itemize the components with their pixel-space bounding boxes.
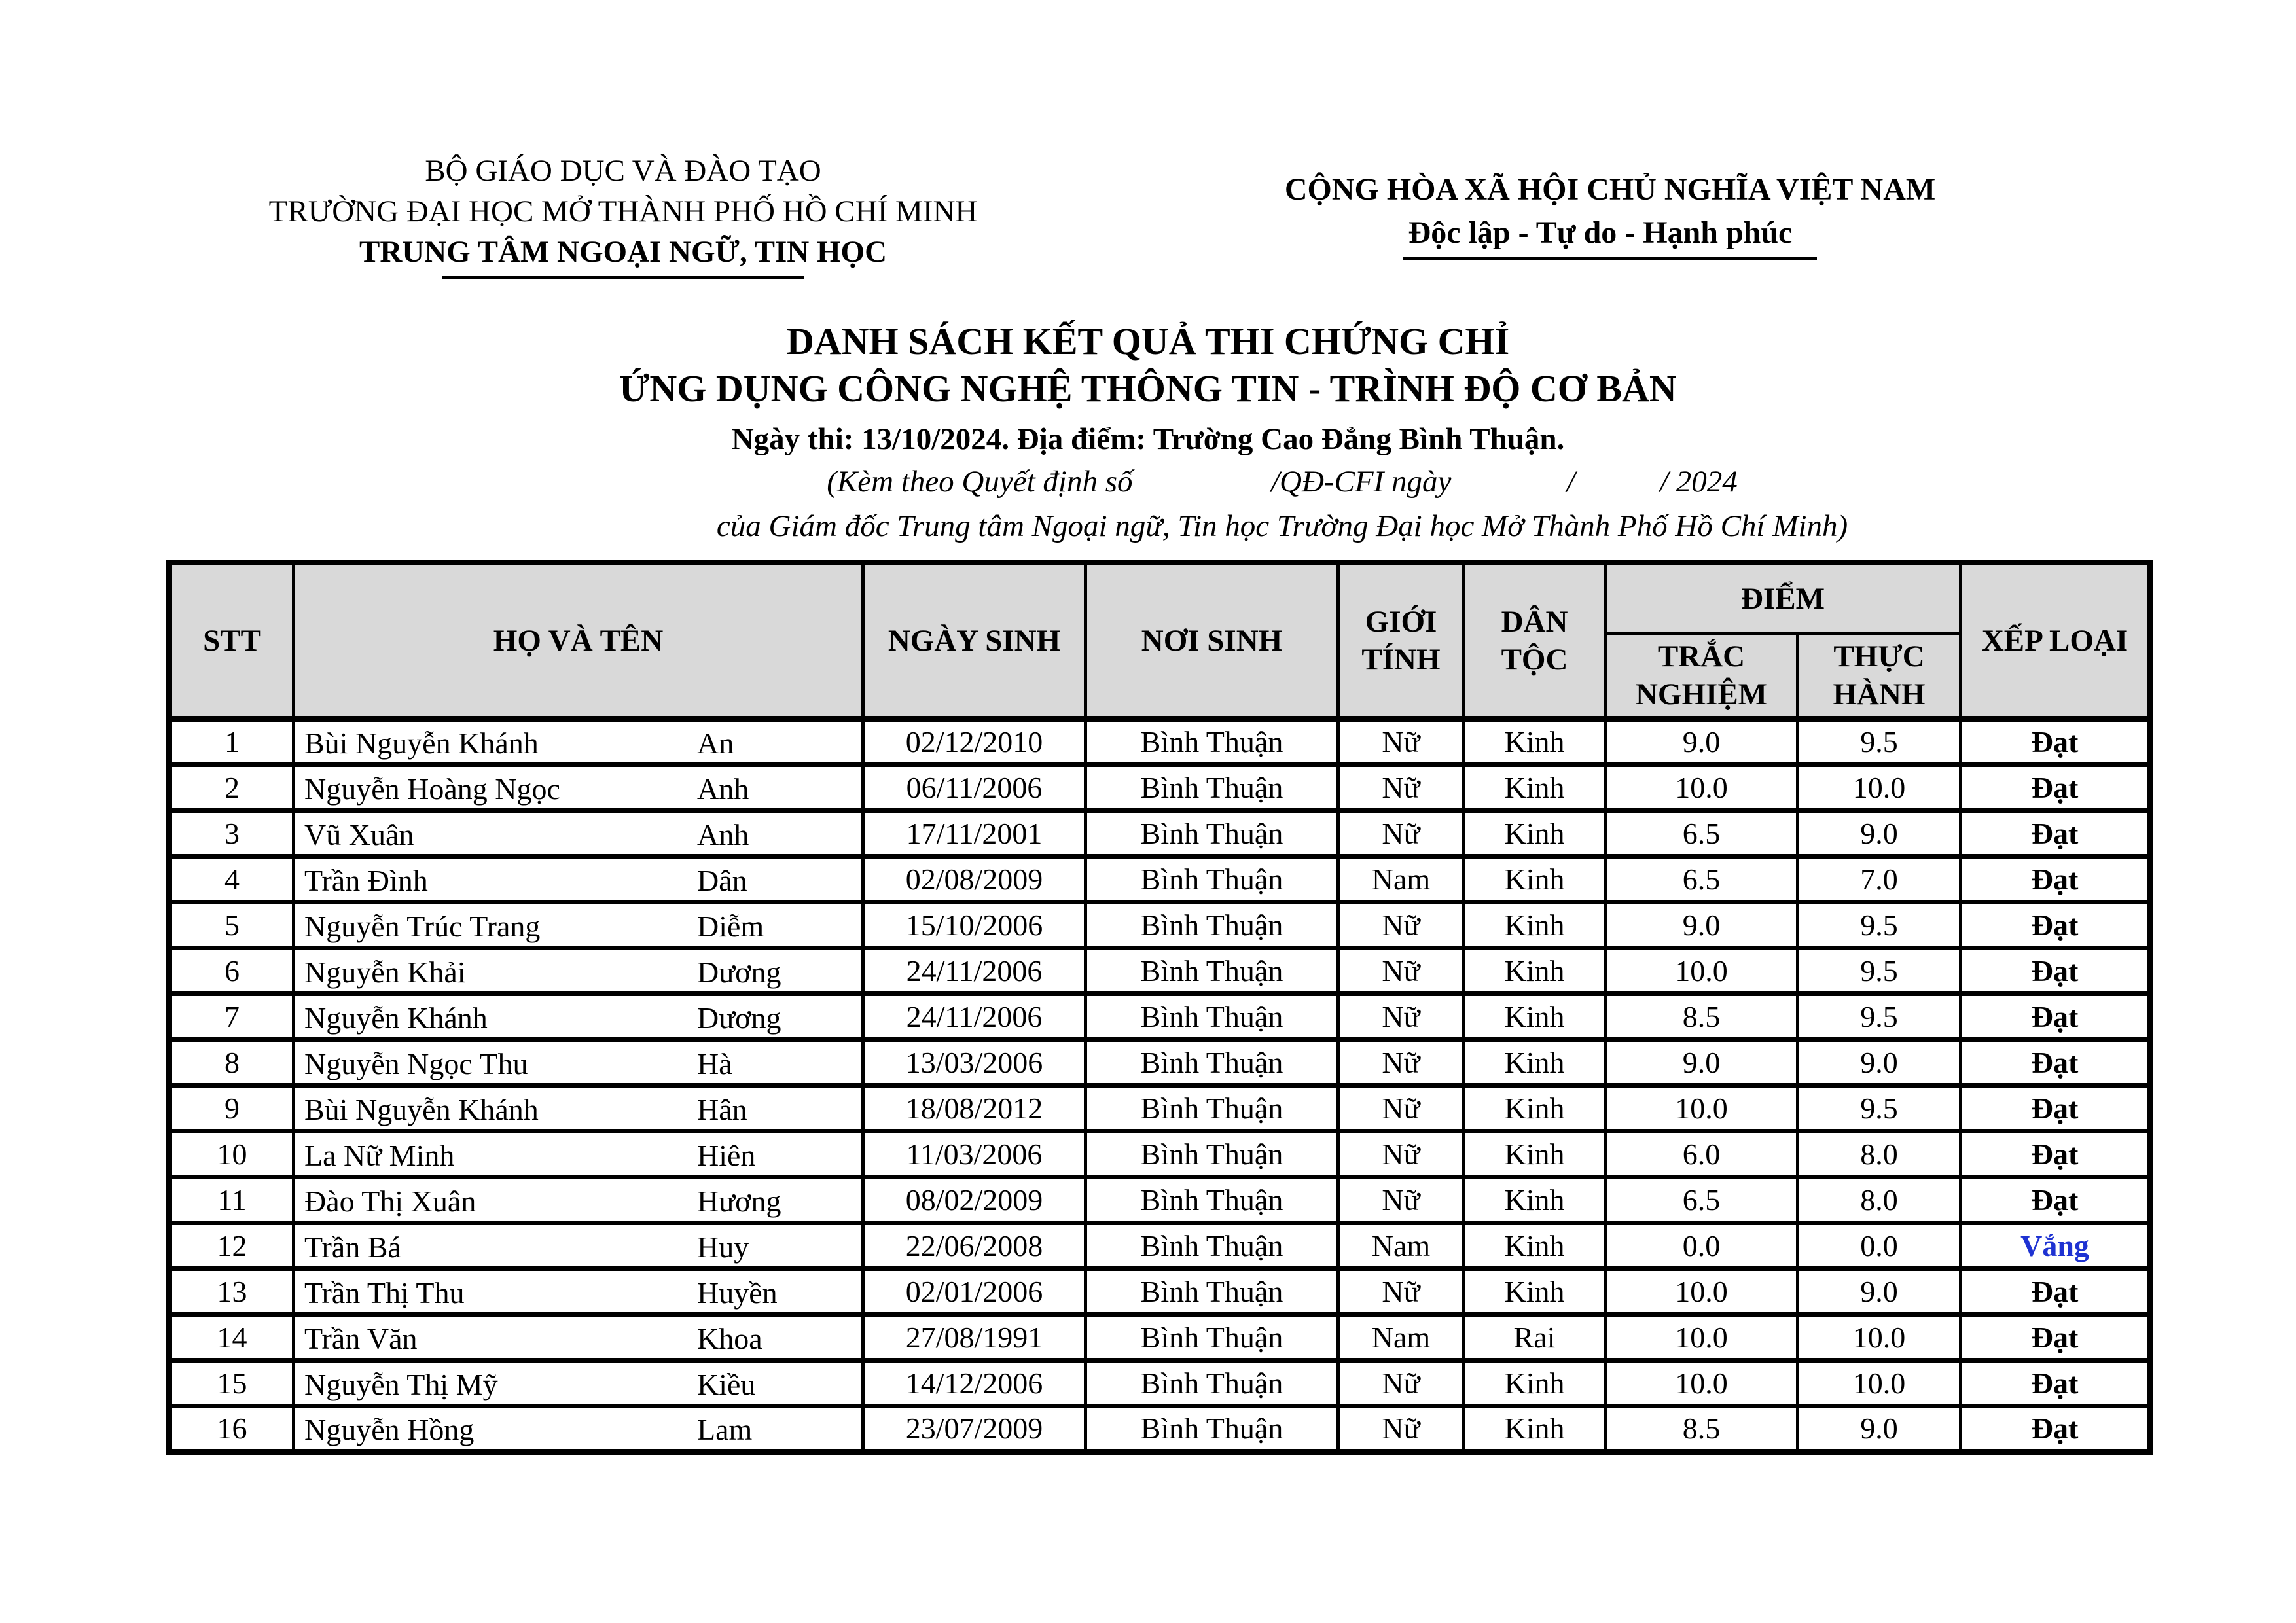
cell-birth-place: Bình Thuận [1086,1040,1338,1086]
cell-result: Đạt [1961,1040,2151,1086]
header-birth-place: NƠI SINH [1086,563,1338,719]
cell-score-practical: 9.0 [1798,1406,1961,1452]
cell-name [294,1132,863,1177]
table-row [170,719,2151,765]
cell-score-practical: 9.5 [1798,1086,1961,1132]
cell-name [294,1223,863,1269]
cell-ethnicity: Kinh [1464,719,1605,765]
cell-ethnicity: Kinh [1464,994,1605,1040]
cell-score-practical: 10.0 [1798,765,1961,811]
given-name: Hiên [697,1138,756,1172]
cell-score-mcq: 8.5 [1605,1406,1798,1452]
results-table [166,560,2153,1455]
cell-result: Đạt [1961,811,2151,857]
given-name: Anh [697,772,749,806]
table-row [170,902,2151,948]
cell-ethnicity: Kinh [1464,1177,1605,1223]
cell-result: Đạt [1961,902,2151,948]
university-line: TRƯỜNG ĐẠI HỌC MỞ THÀNH PHỐ HỒ CHÍ MINH [268,194,978,228]
cell-stt: 13 [170,1269,294,1315]
last-middle-name: Nguyễn Hồng [304,1413,475,1447]
last-middle-name: Vũ Xuân [304,817,414,851]
cell-name [294,765,863,811]
cell-name [294,1361,863,1406]
cell-birth-place: Bình Thuận [1086,811,1338,857]
cell-score-mcq: 9.0 [1605,719,1798,765]
cell-gender: Nữ [1338,1269,1464,1315]
cell-gender: Nam [1338,857,1464,902]
cell-ethnicity: Kinh [1464,811,1605,857]
cell-birth-date: 11/03/2006 [863,1132,1086,1177]
given-name: Huyền [697,1275,778,1310]
cell-stt: 3 [170,811,294,857]
cell-score-mcq: 6.5 [1605,811,1798,857]
table-row [170,811,2151,857]
cell-score-mcq: 6.0 [1605,1132,1798,1177]
cell-birth-date: 18/08/2012 [863,1086,1086,1132]
last-middle-name: Trần Đình [304,863,428,897]
cell-stt: 7 [170,994,294,1040]
cell-result: Đạt [1961,948,2151,994]
cell-stt: 4 [170,857,294,902]
last-middle-name: Nguyễn Trúc Trang [304,909,541,943]
cell-name [294,857,863,902]
given-name: Dương [697,1001,781,1035]
cell-birth-place: Bình Thuận [1086,1177,1338,1223]
cell-stt: 14 [170,1315,294,1361]
cell-birth-date: 22/06/2008 [863,1223,1086,1269]
decision-note-line1: (Kèm theo Quyết định số /QĐ-CFI ngày / / 2024 [827,465,1738,499]
table-row [170,948,2151,994]
cell-gender: Nữ [1338,1132,1464,1177]
cell-score-mcq: 9.0 [1605,1040,1798,1086]
cell-birth-date: 14/12/2006 [863,1361,1086,1406]
cell-birth-place: Bình Thuận [1086,1223,1338,1269]
results-table-body [170,719,2151,1452]
cell-birth-date: 24/11/2006 [863,948,1086,994]
table-row [170,1406,2151,1452]
cell-stt: 1 [170,719,294,765]
last-middle-name: Nguyễn Khánh [304,1001,488,1035]
table-row [170,1361,2151,1406]
cell-name [294,811,863,857]
cell-result: Đạt [1961,994,2151,1040]
title-block [0,318,2296,547]
cell-score-mcq: 9.0 [1605,902,1798,948]
cell-ethnicity: Kinh [1464,902,1605,948]
cell-result: Đạt [1961,1086,2151,1132]
cell-score-practical: 10.0 [1798,1315,1961,1361]
cell-score-practical: 9.5 [1798,719,1961,765]
cell-score-practical: 10.0 [1798,1361,1961,1406]
cell-name [294,902,863,948]
cell-birth-date: 13/03/2006 [863,1040,1086,1086]
cell-result: Đạt [1961,765,2151,811]
cell-stt: 10 [170,1132,294,1177]
given-name: Anh [697,817,749,851]
cell-birth-place: Bình Thuận [1086,1315,1338,1361]
header-score-practical: THỰC HÀNH [1798,633,1961,719]
cell-stt: 15 [170,1361,294,1406]
cell-ethnicity: Kinh [1464,1406,1605,1452]
cell-score-practical: 9.5 [1798,948,1961,994]
cell-score-mcq: 10.0 [1605,1315,1798,1361]
cell-name [294,1086,863,1132]
cell-birth-date: 27/08/1991 [863,1315,1086,1361]
cell-result: Đạt [1961,857,2151,902]
cell-score-mcq: 0.0 [1605,1223,1798,1269]
given-name: Dân [697,863,747,897]
last-middle-name: Trần Văn [304,1321,418,1355]
cell-name [294,948,863,994]
given-name: Hân [697,1092,747,1126]
last-middle-name: Bùi Nguyễn Khánh [304,1092,539,1126]
table-row [170,1132,2151,1177]
cell-stt: 12 [170,1223,294,1269]
cell-gender: Nữ [1338,902,1464,948]
last-middle-name: Bùi Nguyễn Khánh [304,726,539,760]
cell-result: Đạt [1961,719,2151,765]
cell-result: Đạt [1961,1132,2151,1177]
cell-score-mcq: 10.0 [1605,1086,1798,1132]
cell-score-practical: 0.0 [1798,1223,1961,1269]
cell-birth-place: Bình Thuận [1086,1132,1338,1177]
republic-line: CỘNG HÒA XÃ HỘI CHỦ NGHĨA VIỆT NAM [1284,172,1936,207]
header-ethnicity: DÂN TỘC [1464,563,1605,719]
table-row [170,1040,2151,1086]
cell-gender: Nam [1338,1223,1464,1269]
cell-name [294,719,863,765]
cell-score-practical: 9.0 [1798,1040,1961,1086]
last-middle-name: Nguyễn Hoàng Ngọc [304,772,560,806]
cell-birth-place: Bình Thuận [1086,948,1338,994]
cell-ethnicity: Kinh [1464,857,1605,902]
given-name: Hà [697,1046,732,1080]
cell-gender: Nữ [1338,1086,1464,1132]
cell-score-mcq: 6.5 [1605,857,1798,902]
given-name: Dương [697,955,781,989]
cell-score-practical: 9.0 [1798,1269,1961,1315]
cell-birth-place: Bình Thuận [1086,1406,1338,1452]
table-row [170,765,2151,811]
cell-gender: Nữ [1338,1361,1464,1406]
header-result: XẾP LOẠI [1961,563,2151,719]
cell-score-practical: 7.0 [1798,857,1961,902]
cell-ethnicity: Kinh [1464,1132,1605,1177]
cell-stt: 11 [170,1177,294,1223]
given-name: Hương [697,1184,781,1218]
last-middle-name: Trần Thị Thu [304,1275,465,1310]
ministry-line: BỘ GIÁO DỤC VÀ ĐÀO TẠO [425,154,821,188]
table-row [170,1269,2151,1315]
header-score-mcq: TRẮC NGHIỆM [1605,633,1798,719]
cell-score-mcq: 10.0 [1605,765,1798,811]
cell-name [294,994,863,1040]
cell-ethnicity: Kinh [1464,1040,1605,1086]
cell-gender: Nữ [1338,719,1464,765]
cell-score-practical: 8.0 [1798,1132,1961,1177]
cell-stt: 5 [170,902,294,948]
cell-gender: Nữ [1338,1406,1464,1452]
cell-birth-date: 15/10/2006 [863,902,1086,948]
table-row [170,1177,2151,1223]
cell-birth-place: Bình Thuận [1086,765,1338,811]
cell-gender: Nữ [1338,994,1464,1040]
header-gender: GIỚI TÍNH [1338,563,1464,719]
cell-stt: 2 [170,765,294,811]
cell-stt: 6 [170,948,294,994]
cell-result: Đạt [1961,1269,2151,1315]
decision-note-line2: của Giám đốc Trung tâm Ngoại ngữ, Tin học Trường Đại học Mở Thành Phố Hồ Chí Minh) [716,509,1848,543]
cell-stt: 9 [170,1086,294,1132]
cell-stt: 8 [170,1040,294,1086]
cell-birth-date: 24/11/2006 [863,994,1086,1040]
given-name: Kiều [697,1367,756,1401]
table-row [170,1086,2151,1132]
header-stt: STT [170,563,294,719]
cell-ethnicity: Rai [1464,1315,1605,1361]
cell-score-practical: 8.0 [1798,1177,1961,1223]
cell-gender: Nữ [1338,811,1464,857]
given-name: Khoa [697,1321,762,1355]
cell-birth-date: 23/07/2009 [863,1406,1086,1452]
cell-score-mcq: 10.0 [1605,1269,1798,1315]
cell-name [294,1269,863,1315]
given-name: Lam [697,1413,753,1447]
center-name-line: TRUNG TÂM NGOẠI NGỮ, TIN HỌC [359,235,888,269]
cell-gender: Nữ [1338,765,1464,811]
cell-score-practical: 9.5 [1798,994,1961,1040]
cell-birth-place: Bình Thuận [1086,994,1338,1040]
motto-line: Độc lập - Tự do - Hạnh phúc [1403,212,1818,260]
header-birth-date: NGÀY SINH [863,563,1086,719]
cell-name [294,1177,863,1223]
cell-ethnicity: Kinh [1464,948,1605,994]
cell-ethnicity: Kinh [1464,1223,1605,1269]
cell-result: Vắng [1961,1223,2151,1269]
cell-score-practical: 9.0 [1798,811,1961,857]
cell-birth-date: 17/11/2001 [863,811,1086,857]
exam-date-location-line: Ngày thi: 13/10/2024. Địa điểm: Trường Cao Đẳng Bình Thuận. [731,422,1565,456]
cell-birth-date: 02/08/2009 [863,857,1086,902]
cell-score-practical: 9.5 [1798,902,1961,948]
given-name: Diễm [697,909,764,943]
cell-ethnicity: Kinh [1464,1361,1605,1406]
cell-name [294,1406,863,1452]
document-title-line2: ỨNG DỤNG CÔNG NGHỆ THÔNG TIN - TRÌNH ĐỘ CƠ BẢN [619,367,1677,410]
given-name: An [697,726,734,760]
letterhead-left [230,151,1016,279]
cell-result: Đạt [1961,1361,2151,1406]
cell-result: Đạt [1961,1177,2151,1223]
cell-birth-place: Bình Thuận [1086,1361,1338,1406]
cell-birth-date: 08/02/2009 [863,1177,1086,1223]
last-middle-name: Đào Thị Xuân [304,1184,476,1218]
table-row [170,857,2151,902]
cell-birth-place: Bình Thuận [1086,902,1338,948]
cell-ethnicity: Kinh [1464,1086,1605,1132]
cell-result: Đạt [1961,1315,2151,1361]
last-middle-name: Nguyễn Thị Mỹ [304,1367,498,1401]
cell-score-mcq: 10.0 [1605,948,1798,994]
cell-birth-date: 02/01/2006 [863,1269,1086,1315]
cell-score-mcq: 10.0 [1605,1361,1798,1406]
last-middle-name: Nguyễn Khải [304,955,466,989]
cell-ethnicity: Kinh [1464,1269,1605,1315]
cell-gender: Nam [1338,1315,1464,1361]
header-full-name: HỌ VÀ TÊN [294,563,863,719]
last-middle-name: Trần Bá [304,1230,401,1264]
cell-birth-date: 02/12/2010 [863,719,1086,765]
cell-result: Đạt [1961,1406,2151,1452]
cell-gender: Nữ [1338,1177,1464,1223]
cell-gender: Nữ [1338,1040,1464,1086]
table-row [170,994,2151,1040]
cell-birth-place: Bình Thuận [1086,1086,1338,1132]
cell-stt: 16 [170,1406,294,1452]
table-row [170,1223,2151,1269]
cell-ethnicity: Kinh [1464,765,1605,811]
last-middle-name: Nguyễn Ngọc Thu [304,1046,528,1080]
cell-name [294,1040,863,1086]
cell-score-mcq: 6.5 [1605,1177,1798,1223]
given-name: Huy [697,1230,749,1264]
table-row [170,1315,2151,1361]
letterhead-right [1230,169,1990,260]
cell-gender: Nữ [1338,948,1464,994]
last-middle-name: La Nữ Minh [304,1138,455,1172]
cell-birth-place: Bình Thuận [1086,1269,1338,1315]
letterhead-left-rule [442,276,804,279]
document-title-line1: DANH SÁCH KẾT QUẢ THI CHỨNG CHỈ [786,320,1510,363]
cell-birth-place: Bình Thuận [1086,857,1338,902]
cell-birth-date: 06/11/2006 [863,765,1086,811]
cell-birth-place: Bình Thuận [1086,719,1338,765]
header-score-group: ĐIỂM [1605,563,1961,633]
cell-name [294,1315,863,1361]
cell-score-mcq: 8.5 [1605,994,1798,1040]
results-table-header [170,563,2151,719]
